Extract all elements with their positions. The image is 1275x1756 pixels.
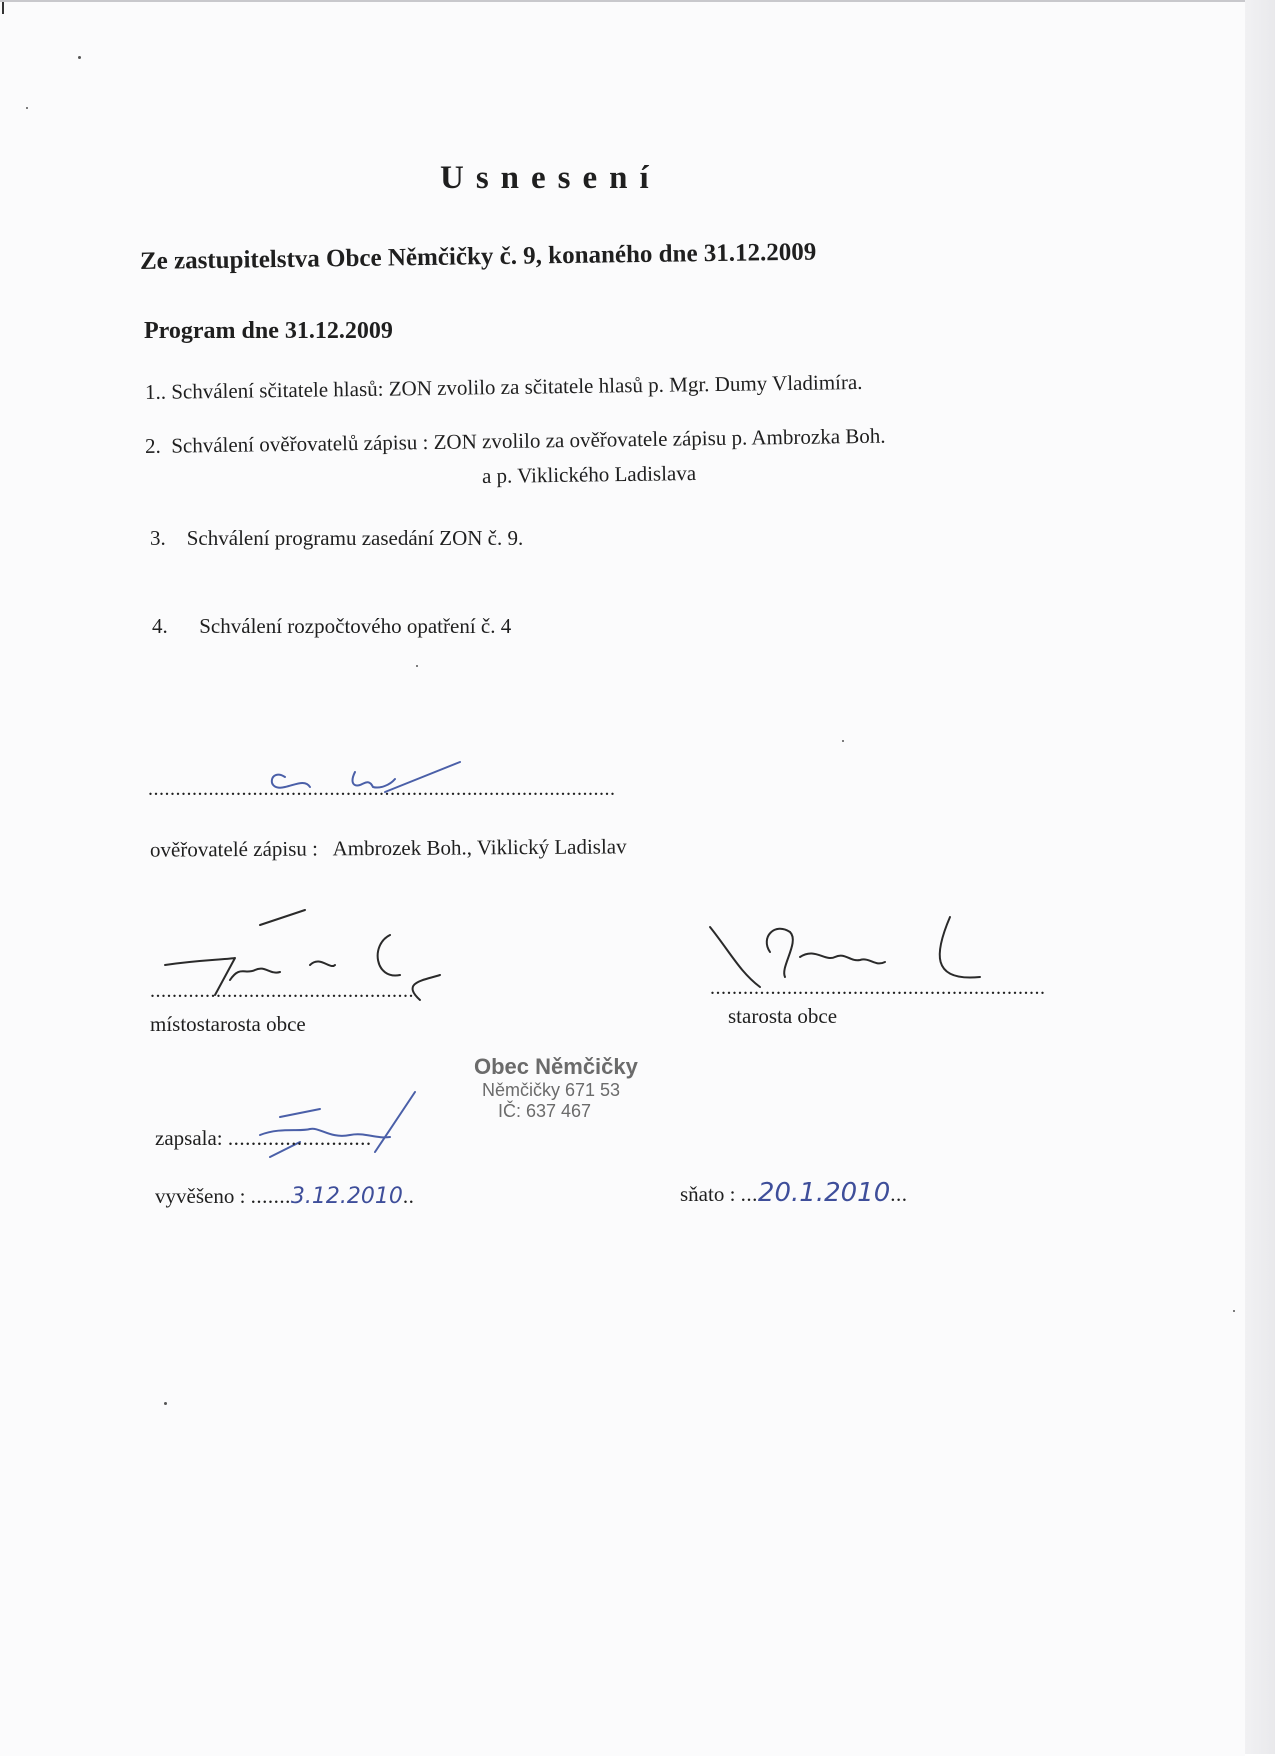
mayor-label: starosta obce bbox=[728, 1004, 838, 1028]
stamp-line-1: Obec Němčičky bbox=[474, 1054, 638, 1079]
verifiers-label: ověřovatelé zápisu : bbox=[149, 836, 319, 862]
item-number: 1.. bbox=[144, 379, 167, 404]
posted-date: 3.12.2010 bbox=[290, 1184, 403, 1209]
municipal-stamp bbox=[474, 1054, 638, 1122]
item-text: Schválení ověřovatelů zápisu : ZON zvolilo za ověřovatele zápisu p. Ambrozka Boh. bbox=[171, 423, 886, 458]
scan-speck bbox=[1233, 1310, 1235, 1312]
deputy-mayor-signature-line: ................................................ bbox=[150, 980, 414, 1002]
posted-row: vyvěšeno : .......3.12.2010.. bbox=[155, 1184, 415, 1209]
item-number: 3. bbox=[150, 526, 166, 550]
removed-date: 20.1.2010 bbox=[757, 1178, 891, 1208]
item-continuation: a p. Viklického Ladislava bbox=[481, 461, 697, 488]
scan-speck bbox=[26, 107, 28, 109]
document-subtitle: Ze zastupitelstva Obce Němčičky č. 9, konaného dne 31.12.2009 bbox=[139, 238, 817, 275]
list-item bbox=[150, 526, 523, 551]
recorded-by-row bbox=[155, 1126, 372, 1151]
verifiers-row bbox=[150, 834, 627, 862]
scan-speck bbox=[78, 56, 81, 59]
program-heading: Program dne 31.12.2009 bbox=[144, 318, 393, 344]
scan-speck bbox=[164, 1402, 167, 1405]
recorded-by-line: ......................... bbox=[227, 1126, 372, 1150]
recorded-by-label: zapsala: bbox=[155, 1126, 223, 1150]
stamp-line-3: IČ: 637 467 bbox=[498, 1101, 592, 1121]
removed-label: sňato : bbox=[680, 1182, 736, 1206]
list-item bbox=[152, 614, 511, 639]
page-edge bbox=[1245, 0, 1275, 1754]
item-text: Schválení programu zasedání ZON č. 9. bbox=[186, 526, 524, 550]
list-item bbox=[145, 424, 886, 459]
mayor-signature-line: ............................................................. bbox=[710, 977, 1046, 999]
item-number: 4. bbox=[152, 614, 168, 638]
scan-speck bbox=[416, 665, 418, 667]
posted-label: vyvěšeno : bbox=[155, 1184, 246, 1208]
removed-row: sňato : ...20.1.2010... bbox=[680, 1178, 908, 1208]
list-item bbox=[145, 370, 863, 405]
document-title: Usnesení bbox=[440, 160, 661, 196]
item-number: 2. bbox=[144, 433, 161, 458]
scan-mark bbox=[2, 2, 4, 14]
stamp-line-2: Němčičky 671 53 bbox=[482, 1080, 621, 1100]
deputy-mayor-label: místostarosta obce bbox=[150, 1012, 306, 1036]
verifier-signature-line: ..................................................................................... bbox=[148, 778, 616, 800]
verifiers-names: Ambrozek Boh., Viklický Ladislav bbox=[332, 834, 627, 861]
scan-speck bbox=[842, 740, 844, 742]
item-text: Schválení sčitatele hlasů: ZON zvolilo za sčitatele hlasů p. Mgr. Dumy Vladimíra. bbox=[171, 369, 863, 404]
item-text: Schválení rozpočtového opatření č. 4 bbox=[199, 614, 512, 638]
